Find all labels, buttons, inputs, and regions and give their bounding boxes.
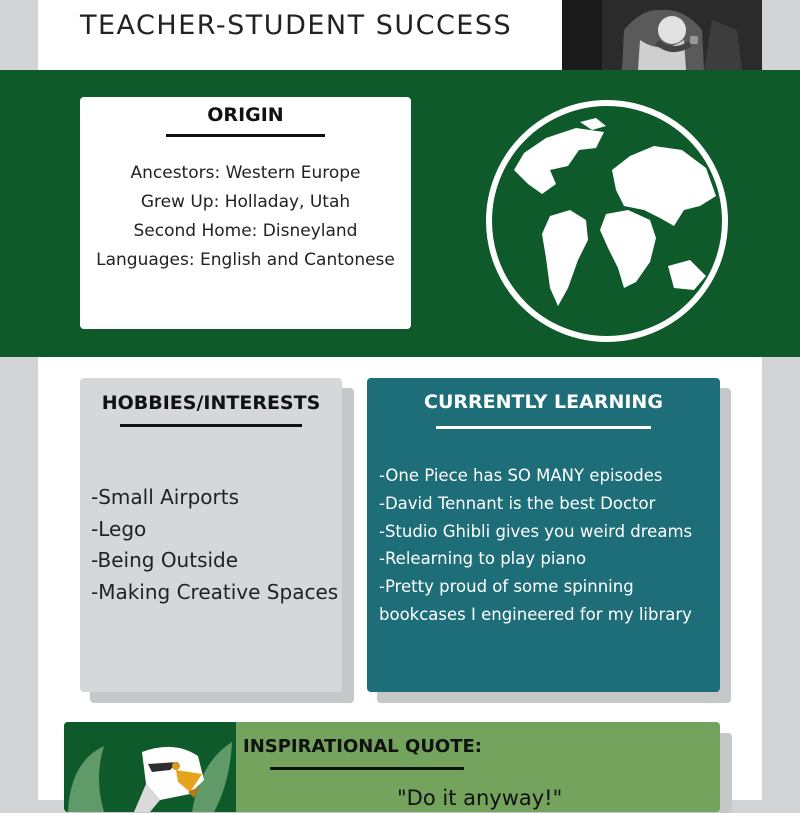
- quote-heading: INSPIRATIONAL QUOTE:: [243, 736, 483, 757]
- hobby-item: -Small Airports: [91, 485, 239, 509]
- hobby-item: -Making Creative Spaces: [91, 579, 339, 604]
- origin-line: Grew Up: Holladay, Utah: [140, 192, 351, 212]
- learning-item: -David Tennant is the best Doctor: [379, 493, 656, 513]
- quote-text: "Do it anyway!": [397, 786, 563, 810]
- hobby-item: -Lego: [91, 516, 147, 541]
- eagle-mascot-icon: [64, 722, 236, 812]
- origin-line: Ancestors: Western Europe: [130, 163, 361, 183]
- origin-line: Languages: English and Cantonese: [96, 250, 395, 270]
- quote-heading-rule: [270, 767, 464, 770]
- hobbies-card: [80, 378, 342, 692]
- hobbies-heading: HOBBIES/INTERESTS: [101, 392, 321, 414]
- learning-card: [367, 378, 720, 692]
- learning-item: -Studio Ghibli gives you weird dreams: [379, 521, 693, 541]
- learning-item: -One Piece has SO MANY episodes: [379, 466, 663, 485]
- origin-card: [80, 97, 411, 329]
- teacher-portrait-image: [562, 0, 762, 70]
- hobbies-heading-rule: [120, 424, 302, 427]
- page-title: TEACHER-STUDENT SUCCESS: [80, 10, 513, 41]
- hobby-item: -Being Outside: [91, 548, 239, 572]
- learning-item: -Relearning to play piano: [379, 549, 587, 569]
- quote-card: [64, 722, 720, 812]
- learning-item: bookcases I engineered for my library: [379, 604, 692, 624]
- hobbies-list: [91, 482, 338, 608]
- learning-item: -Pretty proud of some spinning: [379, 577, 634, 597]
- origin-heading: ORIGIN: [207, 104, 284, 126]
- learning-heading: CURRENTLY LEARNING: [424, 391, 663, 413]
- learning-list: [379, 462, 692, 629]
- mascot-panel: [64, 722, 236, 812]
- origin-heading-rule: [166, 134, 325, 137]
- learning-heading-rule: [436, 426, 651, 429]
- globe-icon: [484, 98, 730, 344]
- origin-line: Second Home: Disneyland: [133, 221, 358, 241]
